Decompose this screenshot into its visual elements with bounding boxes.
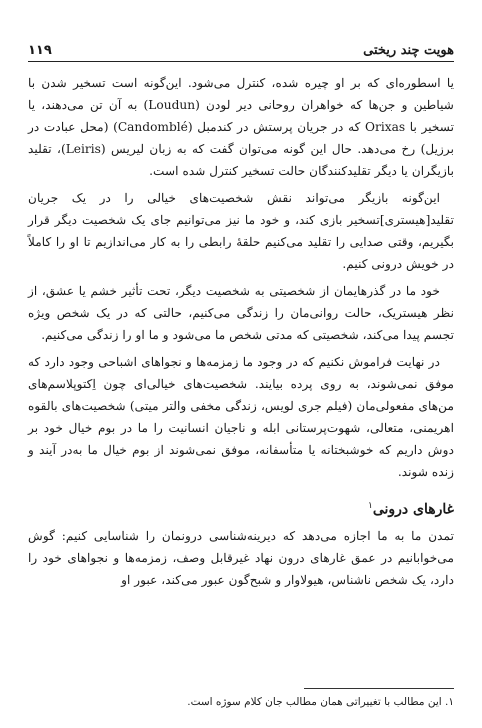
section-title: غارهای درونی	[372, 501, 454, 518]
footnote-mark: ۱	[368, 501, 373, 511]
paragraph-4: در نهایت فراموش نکنیم که در وجود ما زمزمه‌ها و نجواهای اشباحی وجود دارد که موفق نمی‌شوند، به روی پرده بیایند. شخصیت‌های خیالی‌ای چون اِکتوپلاسم‌های من‌های مفعولی‌مان (فیلم جری لویس، زندگی مخفی والتر میتی) شخصیت‌های بالقوه اهریمنی، متعالی، شهوت‌پرستانی ابله و ناجیان انسانیت را ما در بوم خیال خود بر دوش داریم که خوشبختانه یا متأسفانه، موفق نمی‌شوند از بوم خیال ما به‌در آیند و زنده شوند.	[28, 355, 454, 479]
running-title: هویت چند ریختی	[363, 43, 454, 58]
section-paragraph: تمدن ما به ما اجازه می‌دهد که دیرینه‌شناسی درونمان را شناسایی کنیم: گوش می‌خوابانیم در عمق غارهای درون نهاد غیرقابل وصف، زمزمه‌ها و نجواهای خود را دارد، یک شخص ناشناس، هیولاوار و شبح‌گون عبور می‌کند، عبور او	[28, 528, 454, 587]
page-body	[28, 72, 454, 596]
running-header	[28, 36, 454, 62]
page-number: ۱۱۹	[28, 43, 52, 58]
footnote: ۱. این مطالب با تغییراتی همان مطالب جان کلام سوژه است.	[187, 696, 454, 708]
paragraph-1: یا اسطوره‌ای که بر او چیره شده، کنترل می‌شود. این‌گونه است تسخیر شدن با شیاطین و جن‌ها که خواهران روحانی دیر لودن (Loudun) به آن تن می‌دهند، یا تسخیر با Orixas که در جریان پرستش در کندمبل (Candomblé) (محل عبادت در برزیل) رخ می‌دهد. حال این گونه می‌توان گفت که به زبان لیریس (Leiris)، تقلید بازیگران یا دیگر تقلیدکنندگان حالت تسخیر کنترل شده است.	[28, 76, 455, 178]
paragraph-3: خود ما در گذرهایمان از شخصیتی به شخصیت دیگر، تحت تأثیر خشم یا عشق، از نظر هیستریک، حالت روانی‌مان را زندگی می‌کنیم، حالتی که در یک شخص ویژه تجسم پیدا می‌کند، شخصیتی که مدتی شخص ما می‌شود و ما او را زندگی می‌کنیم.	[28, 284, 454, 342]
footnote-divider	[304, 688, 454, 689]
paragraph-2: این‌گونه بازیگر می‌تواند نقش شخصیت‌های خیالی را در یک جریان تقلید‌[هیستری‌]تسخیر بازی کند، و خود ما نیز می‌توانیم جای یک شخصیت دیگر قرار بگیریم، وقتی صدایی را تقلید می‌کنیم حلقهٔ رابطی را به کار می‌اندازیم تا او را کاملاً در خویش درونی کنیم.	[28, 191, 454, 271]
section-heading	[28, 495, 454, 521]
